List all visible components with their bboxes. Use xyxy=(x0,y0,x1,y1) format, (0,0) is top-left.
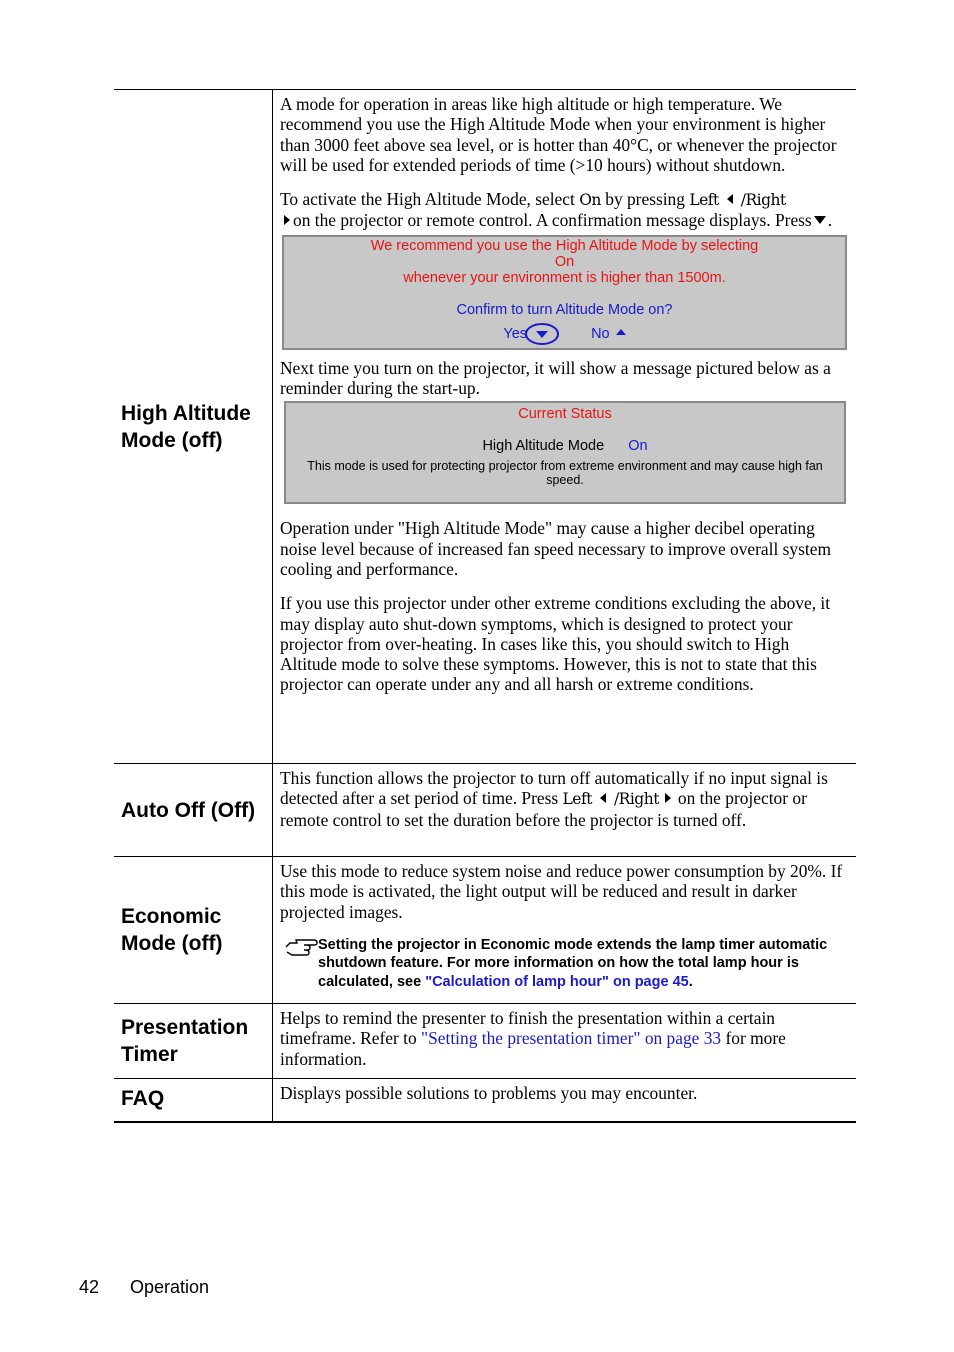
status-title: Current Status xyxy=(518,406,612,423)
left-arrow-icon xyxy=(727,194,733,204)
down-arrow-icon xyxy=(814,216,826,224)
current-status-dialog xyxy=(284,401,846,504)
presentation-timer-link[interactable]: "Setting the presentation timer" on page 33 xyxy=(421,1028,722,1049)
right-arrow-icon xyxy=(284,215,290,225)
page-footer xyxy=(79,1277,209,1298)
page-number: 42 xyxy=(79,1277,100,1297)
altitude-confirm-dialog xyxy=(282,235,847,350)
down-circle-icon xyxy=(525,323,559,345)
row-faq xyxy=(114,1078,856,1121)
paragraph: Next time you turn on the projector, it will show a message pictured below as a reminder during the start-up. xyxy=(280,357,831,399)
pointing-hand-icon xyxy=(284,936,318,992)
dialog-confirm-text: Confirm to turn Altitude Mode on? xyxy=(456,301,673,318)
note-text: Setting the projector in Economic mode extends the lamp timer automatic shutdown feature. For more information on how the total lamp hour is calculated, see "Calculation of lamp hour" on page 45. xyxy=(318,936,828,990)
no-option[interactable]: No xyxy=(591,325,610,342)
paragraph: Operation under "High Altitude Mode" may cause a higher decibel operating noise level because of increased fan speed necessary to improve overall system cooling and performance. xyxy=(280,518,831,579)
row-label-faq: FAQ xyxy=(114,1079,273,1121)
paragraph: Helps to remind the presenter to finish the presentation within a certain timeframe. Refer to "Setting the presentation timer" on page 33 for more information. xyxy=(280,1008,786,1069)
left-arrow-icon xyxy=(600,793,606,803)
row-body-presentation-timer xyxy=(273,1004,856,1078)
row-label-auto-off: Auto Off (Off) xyxy=(114,764,273,856)
paragraph: Use this mode to reduce system noise and reduce power consumption by 20%. If this mode is activated, the light output will be reduced and result in darker projected images. xyxy=(280,861,843,922)
row-label-presentation-timer: Presentation Timer xyxy=(114,1004,273,1078)
row-body-high-altitude xyxy=(273,90,856,763)
yes-option[interactable]: Yes xyxy=(503,325,528,342)
row-label-economic-mode: Economic Mode (off) xyxy=(114,857,273,1003)
note xyxy=(280,936,848,992)
status-mode-label: High Altitude Mode xyxy=(482,438,605,455)
row-label-high-altitude: High Altitude Mode (off) xyxy=(114,90,273,763)
dialog-line: whenever your environment is higher than 1500m. xyxy=(403,269,726,286)
paragraph: A mode for operation in areas like high altitude or high temperature. We recommend you use the High Altitude Mode when your environment is higher than 3000 feet above sea level, or is hotter than 40°C, or whenever the projector will be used for extended periods of time (>10 hours) without shutdown. xyxy=(280,94,837,175)
paragraph: If you use this projector under other extreme conditions excluding the above, it may display auto shut-down symptoms, which is designed to protect your projector from over-heating. In cases like this, you should switch to High Altitude mode to solve these symptoms. However, this is not to state that this projector can operate under any and all harsh or extreme conditions. xyxy=(280,593,831,695)
row-body-economic-mode xyxy=(273,857,856,1003)
lamp-hour-link[interactable]: "Calculation of lamp hour" on page 45 xyxy=(425,973,689,990)
status-mode-value: On xyxy=(628,438,648,455)
row-presentation-timer xyxy=(114,1003,856,1078)
paragraph: This function allows the projector to turn off automatically if no input signal is detected after a set period of time. Press Left /Right on the projector or remote control to set the duration before the projector is turned off. xyxy=(280,768,828,830)
row-body-auto-off xyxy=(273,764,856,856)
paragraph: To activate the High Altitude Mode, select On by pressing Left /Right on the projector or remote control. A confirmation message displays. Press . xyxy=(280,189,833,231)
right-arrow-icon xyxy=(665,793,671,803)
status-description: This mode is used for protecting projector from extreme environment and may cause high fan speed. xyxy=(307,459,823,488)
up-arrow-icon xyxy=(616,329,626,335)
settings-table xyxy=(114,89,856,1123)
row-economic-mode xyxy=(114,856,856,1003)
status-mode-line xyxy=(286,437,844,455)
section-name: Operation xyxy=(130,1277,210,1297)
dialog-line: On xyxy=(554,253,575,270)
paragraph: Displays possible solutions to problems you may encounter. xyxy=(280,1083,698,1103)
row-high-altitude xyxy=(114,90,856,763)
dialog-line: We recommend you use the High Altitude Mode by selecting xyxy=(370,237,759,254)
dialog-choices xyxy=(284,323,845,345)
row-body-faq xyxy=(273,1079,856,1121)
row-auto-off xyxy=(114,763,856,856)
